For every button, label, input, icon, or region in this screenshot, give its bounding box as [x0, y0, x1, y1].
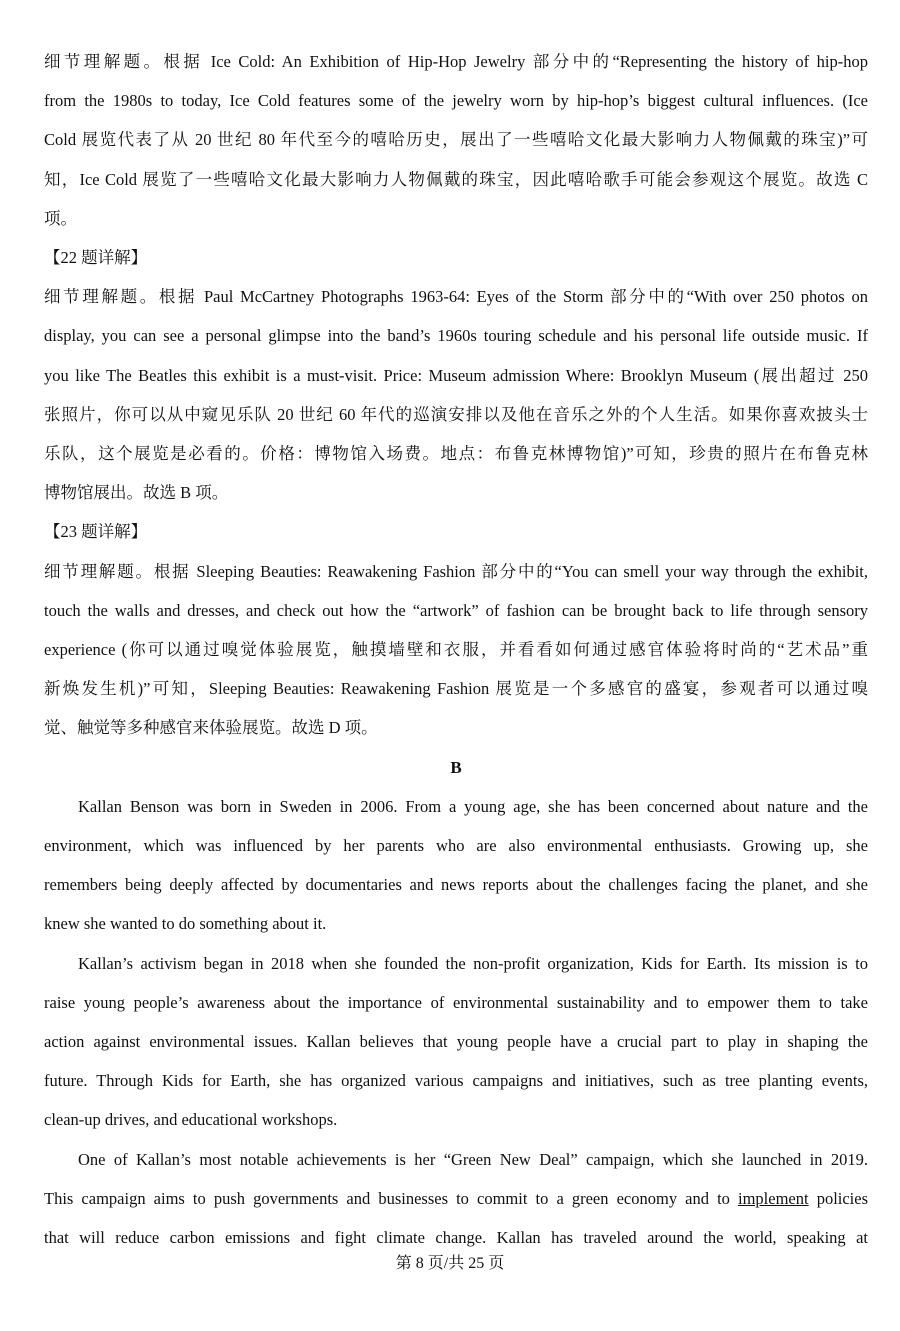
- p3-line-2-text: This campaign aims to push governments and businesses to commit to a green economy and to: [44, 1188, 730, 1208]
- q22-line-2: display, you can see a personal glimpse into the band’s 1960s touring schedule and his personal life outside music. If: [44, 326, 868, 346]
- q22-line-6: 博物馆展出。故选 B 项。: [44, 483, 229, 503]
- q21-line-5: 项。: [44, 208, 77, 228]
- q23-line-5: 觉、触觉等多种感官来体验展览。故选 D 项。: [44, 718, 378, 738]
- underlined-word-implement: implement: [738, 1188, 809, 1208]
- q21-line-3: Cold 展览代表了从 20 世纪 80 年代至今的嘻哈历史，展出了一些嘻哈文化最大影响力人物佩戴的珠宝)”可: [44, 130, 868, 150]
- q23-heading: 【23 题详解】: [44, 522, 148, 542]
- p3-line-3: that will reduce carbon emissions and fight climate change. Kallan has traveled around the world, speaking at: [44, 1228, 868, 1248]
- q22-line-3: you like The Beatles this exhibit is a must-visit. Price: Museum admission Where: Brooklyn Museum (展出超过 250: [44, 365, 868, 385]
- q22-line-1: 细节理解题。根据 Paul McCartney Photographs 1963-64: Eyes of the Storm 部分中的“With over 250 photos on: [44, 287, 868, 307]
- document-page: [44, 42, 868, 1257]
- passage-title: B: [450, 757, 462, 777]
- q23-line-3: experience (你可以通过嗅觉体验展览，触摸墙壁和衣服，并看看如何通过感官体验将时尚的“艺术品”重: [44, 640, 868, 660]
- p2-line-3: action against environmental issues. Kallan believes that young people have a crucial part to play in shaping the: [44, 1032, 868, 1052]
- p1-line-1: Kallan Benson was born in Sweden in 2006. From a young age, she has been concerned about nature and the: [78, 796, 868, 816]
- p2-line-1: Kallan’s activism began in 2018 when she founded the non-profit organization, Kids for Earth. Its mission is to: [78, 953, 868, 973]
- passage-paragraph-2: [44, 944, 868, 1140]
- passage-paragraph-1: [44, 787, 868, 944]
- q21-explanation: [44, 42, 868, 238]
- q21-line-2: from the 1980s to today, Ice Cold features some of the jewelry worn by hip-hop’s biggest cultural influences. (Ice: [44, 91, 868, 111]
- p2-line-5: clean-up drives, and educational workshops.: [44, 1110, 338, 1130]
- q23-line-1: 细节理解题。根据 Sleeping Beauties: Reawakening Fashion 部分中的“You can smell your way through the exhibit,: [44, 561, 868, 581]
- q21-line-1: 细节理解题。根据 Ice Cold: An Exhibition of Hip-Hop Jewelry 部分中的“Representing the history of hip-hop: [44, 52, 868, 71]
- q23-explanation: [44, 552, 868, 748]
- q22-line-4: 张照片，你可以从中窥见乐队 20 世纪 60 年代的巡演安排以及他在音乐之外的个人生活。如果你喜欢披头士: [44, 404, 868, 424]
- q23-line-2: touch the walls and dresses, and check out how the “artwork” of fashion can be brought back to life through sensory: [44, 600, 868, 620]
- q22-line-5: 乐队，这个展览是必看的。价格：博物馆入场费。地点：布鲁克林博物馆)”可知，珍贵的照片在布鲁克林: [44, 444, 868, 464]
- p3-line-1: One of Kallan’s most notable achievements is her “Green New Deal” campaign, which she launched in 2019.: [78, 1149, 868, 1169]
- p3-line-2: [44, 1179, 868, 1218]
- q21-line-4: 知，Ice Cold 展览了一些嘻哈文化最大影响力人物佩戴的珠宝，因此嘻哈歌手可能会参观这个展览。故选 C: [44, 169, 868, 189]
- p2-line-4: future. Through Kids for Earth, she has organized various campaigns and initiatives, such as tree planting events,: [44, 1071, 868, 1091]
- passage-paragraph-3: [44, 1140, 868, 1258]
- q22-heading: 【22 题详解】: [44, 248, 148, 268]
- p1-line-2: environment, which was influenced by her parents who are also environmental enthusiasts. Growing up, she: [44, 836, 868, 856]
- p1-line-3: remembers being deeply affected by documentaries and news reports about the challenges facing the planet, and she: [44, 875, 868, 895]
- page-footer: 第 8 页/共 25 页: [395, 1255, 505, 1272]
- p1-line-4: knew she wanted to do something about it.: [44, 914, 327, 934]
- q22-explanation: [44, 277, 868, 512]
- p3-line-2-tail: policies: [816, 1188, 869, 1208]
- p2-line-2: raise young people’s awareness about the importance of environmental sustainability and to empower them to take: [44, 992, 868, 1012]
- q23-line-4: 新焕发生机)”可知，Sleeping Beauties: Reawakening Fashion 展览是一个多感官的盛宴，参观者可以通过嗅: [44, 679, 868, 699]
